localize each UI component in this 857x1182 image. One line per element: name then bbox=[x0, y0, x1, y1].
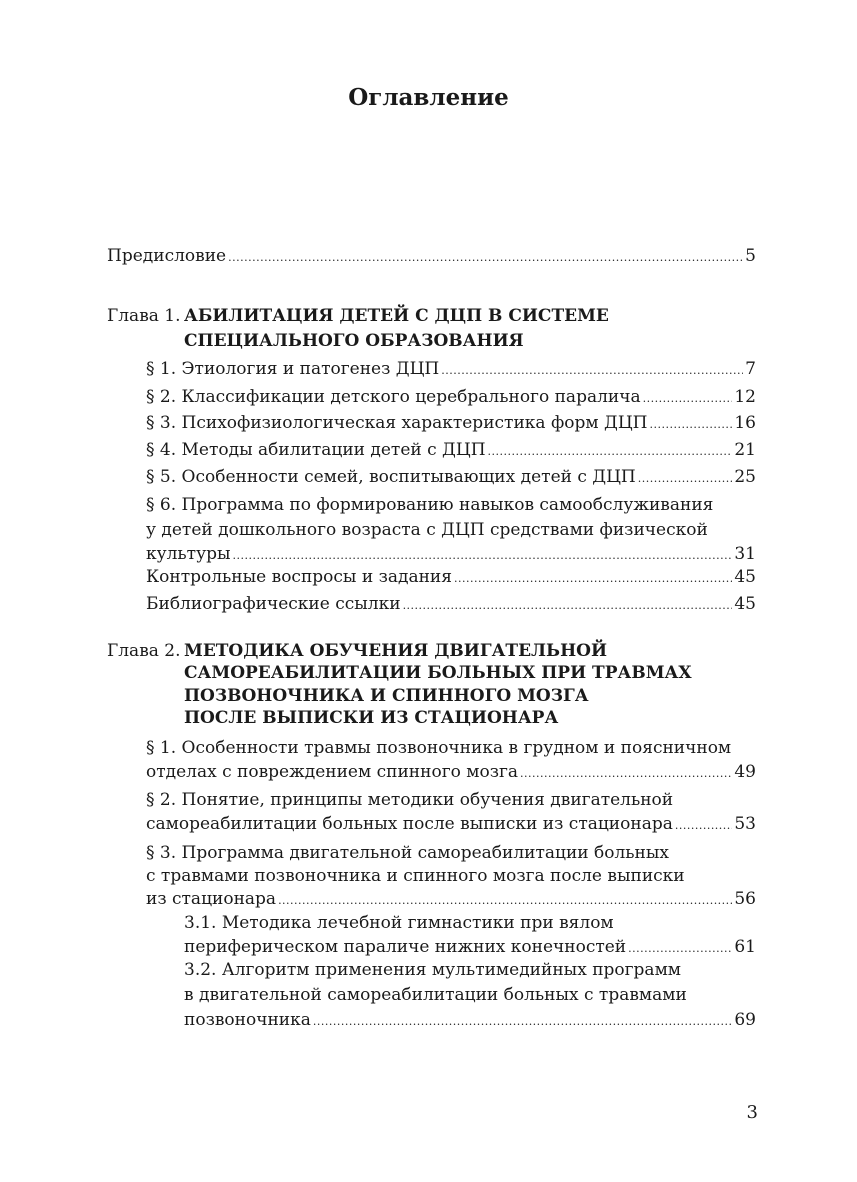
toc-page-number: 53 bbox=[734, 814, 756, 834]
toc-entry-text: с травмами позвоночника и спинного мозга после выписки bbox=[146, 866, 685, 886]
toc-entry-text: в двигательной самореабилитации больных с травмами bbox=[184, 985, 687, 1005]
dot-leader bbox=[520, 763, 732, 785]
dot-leader bbox=[675, 815, 733, 837]
toc-entry-text: позвоночника bbox=[184, 1010, 311, 1030]
toc-entry-text: Предисловие bbox=[107, 246, 227, 266]
toc-entry-text: культуры bbox=[146, 544, 231, 564]
toc-page-number: 69 bbox=[734, 1010, 756, 1030]
chapter-title: ПОСЛЕ ВЫПИСКИ ИЗ СТАЦИОНАРА bbox=[184, 708, 559, 728]
toc-entry-subsection[interactable] bbox=[184, 1009, 756, 1033]
toc-entry-text: у детей дошкольного возраста с ДЦП средствами физической bbox=[146, 520, 708, 540]
dot-leader bbox=[649, 414, 732, 436]
toc-page-number: 45 bbox=[734, 567, 756, 587]
chapter-title: АБИЛИТАЦИЯ ДЕТЕЙ С ДЦП В СИСТЕМЕ bbox=[184, 306, 609, 326]
toc-entry-section[interactable] bbox=[146, 813, 756, 837]
toc-page-number: 5 bbox=[745, 246, 756, 266]
dot-leader bbox=[233, 545, 733, 567]
chapter-title: САМОРЕАБИЛИТАЦИИ БОЛЬНЫХ ПРИ ТРАВМАХ bbox=[184, 663, 692, 683]
toc-entry-questions[interactable] bbox=[146, 566, 756, 590]
toc-page-number: 25 bbox=[734, 467, 756, 487]
toc-entry-text: § 3. Психофизиологическая характеристика форм ДЦП bbox=[146, 413, 648, 433]
dot-leader bbox=[403, 595, 733, 617]
toc-entry-section[interactable] bbox=[146, 439, 756, 463]
toc-page-number: 61 bbox=[734, 937, 756, 957]
toc-entry-section[interactable] bbox=[146, 888, 756, 912]
toc-entry-preface[interactable] bbox=[107, 245, 756, 269]
toc-entry-text: периферическом параличе нижних конечностей bbox=[184, 937, 627, 957]
page-number: 3 bbox=[746, 1102, 758, 1123]
dot-leader bbox=[454, 568, 732, 590]
toc-entry-text: отделах с повреждением спинного мозга bbox=[146, 762, 519, 782]
toc-entry-section[interactable] bbox=[146, 543, 756, 567]
toc-page-number: 49 bbox=[734, 762, 756, 782]
dot-leader bbox=[628, 938, 732, 960]
toc-entry-section[interactable] bbox=[146, 761, 756, 785]
dot-leader bbox=[488, 441, 733, 463]
toc-entry-subsection[interactable] bbox=[184, 936, 756, 960]
chapter-title: МЕТОДИКА ОБУЧЕНИЯ ДВИГАТЕЛЬНОЙ bbox=[184, 641, 608, 661]
toc-page-number: 31 bbox=[734, 544, 756, 564]
toc-entry-text: § 3. Программа двигательной самореабилитации больных bbox=[146, 843, 670, 863]
toc-page-number: 7 bbox=[745, 359, 756, 379]
toc-entry-text: § 2. Классификации детского церебрального паралича bbox=[146, 387, 641, 407]
toc-entry-text: Библиографические ссылки bbox=[146, 594, 401, 614]
dot-leader bbox=[638, 468, 733, 490]
toc-page-number: 21 bbox=[734, 440, 756, 460]
dot-leader bbox=[643, 388, 733, 410]
toc-entry-text: § 4. Методы абилитации детей с ДЦП bbox=[146, 440, 486, 460]
dot-leader bbox=[278, 890, 732, 912]
toc-entry-section[interactable] bbox=[146, 466, 756, 490]
chapter-label: Глава 2. bbox=[107, 641, 181, 661]
toc-page-number: 45 bbox=[734, 594, 756, 614]
dot-leader bbox=[228, 247, 743, 269]
toc-entry-text: § 1. Особенности травмы позвоночника в грудном и поясничном bbox=[146, 738, 732, 758]
toc-entry-text: § 1. Этиология и патогенез ДЦП bbox=[146, 359, 440, 379]
chapter-title: СПЕЦИАЛЬНОГО ОБРАЗОВАНИЯ bbox=[184, 331, 524, 351]
toc-entry-text: § 2. Понятие, принципы методики обучения двигательной bbox=[146, 790, 674, 810]
chapter-label: Глава 1. bbox=[107, 306, 181, 326]
toc-page-number: 56 bbox=[734, 889, 756, 909]
toc-entry-text: Контрольные воспросы и задания bbox=[146, 567, 452, 587]
toc-entry-text: 3.2. Алгоритм применения мультимедийных программ bbox=[184, 960, 682, 980]
toc-entry-section[interactable] bbox=[146, 358, 756, 382]
page-title: Оглавление bbox=[348, 84, 509, 111]
toc-entry-text: 3.1. Методика лечебной гимнастики при вялом bbox=[184, 913, 614, 933]
toc-page-number: 12 bbox=[734, 387, 756, 407]
toc-entry-text: § 6. Программа по формированию навыков самообслуживания bbox=[146, 495, 714, 515]
toc-entry-text: самореабилитации больных после выписки из стационара bbox=[146, 814, 673, 834]
toc-entry-section[interactable] bbox=[146, 412, 756, 436]
chapter-title: ПОЗВОНОЧНИКА И СПИННОГО МОЗГА bbox=[184, 686, 589, 706]
dot-leader bbox=[313, 1011, 732, 1033]
toc-entry-text: § 5. Особенности семей, воспитывающих детей с ДЦП bbox=[146, 467, 636, 487]
toc-entry-bibliography[interactable] bbox=[146, 593, 756, 617]
toc-entry-text: из стационара bbox=[146, 889, 277, 909]
toc-entry-section[interactable] bbox=[146, 386, 756, 410]
toc-page-number: 16 bbox=[734, 413, 756, 433]
dot-leader bbox=[441, 360, 743, 382]
